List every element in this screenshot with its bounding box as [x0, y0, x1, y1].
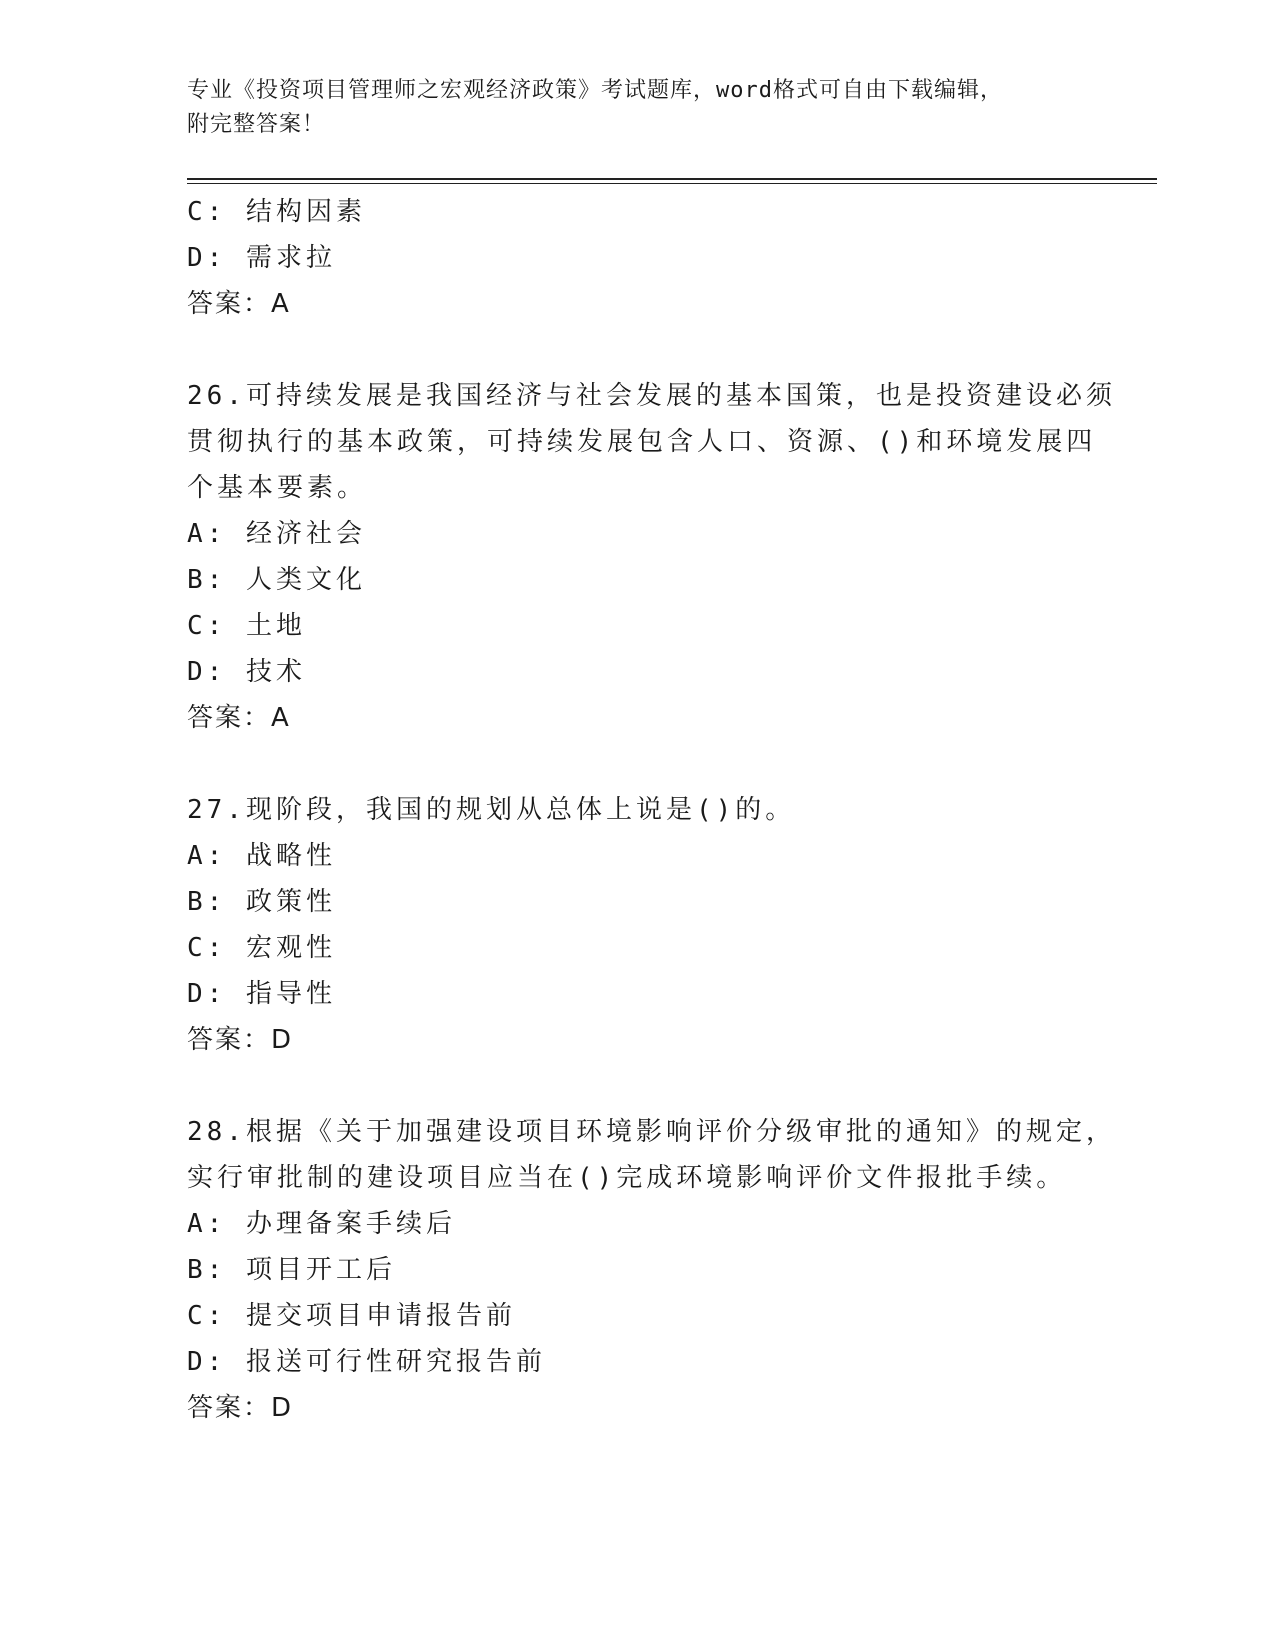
- spacer: [187, 327, 1087, 373]
- question-block: [187, 787, 1087, 1109]
- header-divider-thin: [187, 183, 1157, 184]
- answer-line: 答案：D: [187, 1393, 294, 1423]
- option-c: C: 土地: [187, 611, 306, 641]
- question-stem: [187, 787, 1087, 833]
- answer-line: 答案：A: [187, 703, 291, 733]
- option-c: C: 宏观性: [187, 933, 336, 963]
- option-a: A: 战略性: [187, 841, 336, 871]
- option-a: A: 经济社会: [187, 519, 366, 549]
- question-stem-line: 实行审批制的建设项目应当在()完成环境影响评价文件报批手续。: [187, 1163, 1067, 1193]
- option-d: D: 技术: [187, 657, 306, 687]
- option-b: B: 政策性: [187, 887, 336, 917]
- question-block: [187, 189, 1087, 373]
- question-stem: [187, 373, 1116, 511]
- question-stem-line: 28.根据《关于加强建设项目环境影响评价分级审批的通知》的规定，: [187, 1117, 1116, 1147]
- question-list: [187, 189, 1116, 1431]
- option-d: D: 报送可行性研究报告前: [187, 1347, 546, 1377]
- question-stem: [187, 1109, 1116, 1201]
- option-b: B: 项目开工后: [187, 1255, 396, 1285]
- option-b: B: 人类文化: [187, 565, 366, 595]
- option-c: C: 提交项目申请报告前: [187, 1301, 516, 1331]
- answer-line: 答案：A: [187, 289, 291, 319]
- spacer: [187, 1063, 1087, 1109]
- question-stem-line: 个基本要素。: [187, 473, 368, 503]
- answer-line: 答案：D: [187, 1025, 294, 1055]
- header-divider-thick: [187, 178, 1157, 180]
- document-header: [187, 74, 1087, 142]
- question-stem-line: 贯彻执行的基本政策，可持续发展包含人口、资源、()和环境发展四: [187, 427, 1097, 457]
- option-d: D: 需求拉: [187, 243, 336, 273]
- question-stem-line: 26.可持续发展是我国经济与社会发展的基本国策，也是投资建设必须: [187, 381, 1116, 411]
- question-block: [187, 1109, 1116, 1431]
- option-a: A: 办理备案手续后: [187, 1209, 456, 1239]
- question-stem-line: 27.现阶段，我国的规划从总体上说是()的。: [187, 795, 796, 825]
- question-block: [187, 373, 1116, 787]
- header-line-2: 附完整答案！: [187, 112, 326, 137]
- option-d: D: 指导性: [187, 979, 336, 1009]
- option-c: C: 结构因素: [187, 197, 366, 227]
- spacer: [187, 741, 1087, 787]
- header-line-1: 专业《投资项目管理师之宏观经济政策》考试题库，word格式可自由下载编辑，: [187, 78, 1003, 103]
